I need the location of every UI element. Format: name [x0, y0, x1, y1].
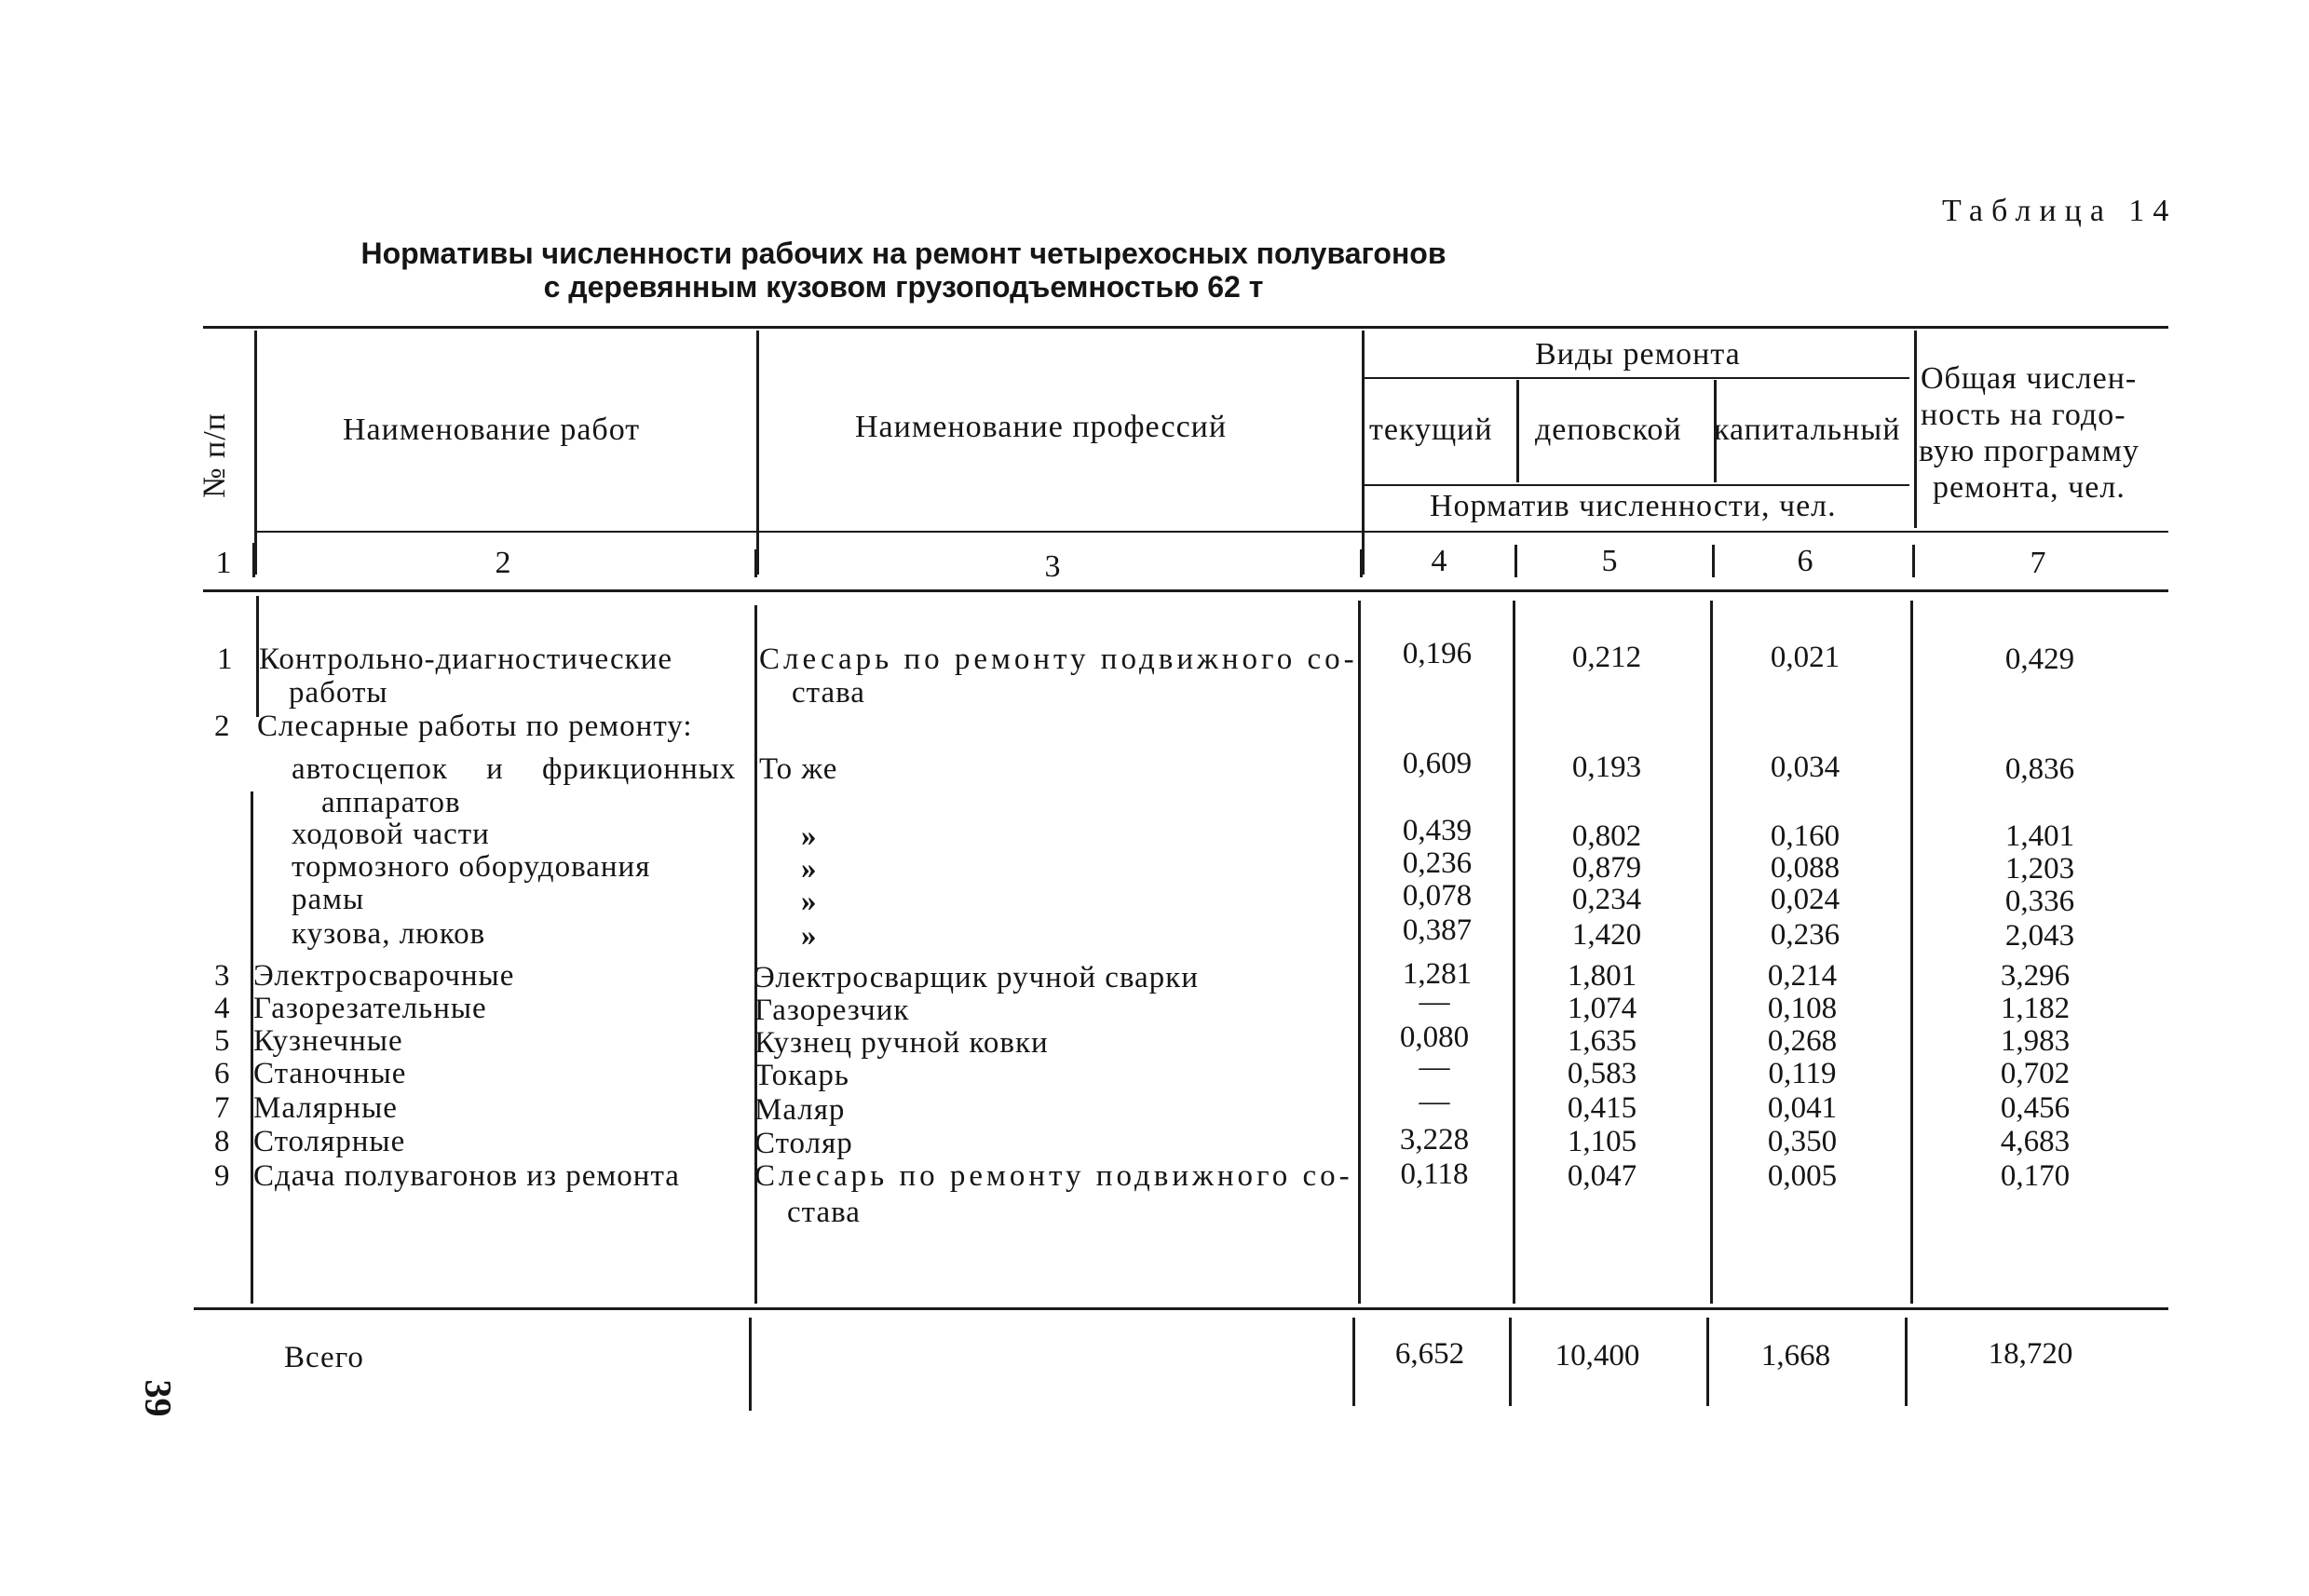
value-depot: 0,415: [1567, 1091, 1637, 1125]
value-capital: 0,088: [1770, 851, 1840, 885]
value-depot: 0,802: [1571, 819, 1642, 853]
value-depot: 0,212: [1571, 641, 1642, 674]
table-title-line2: с деревянным кузовом грузоподъемностью 62 т: [543, 270, 1264, 304]
profession-name: Электросварщик ручной сварки: [754, 961, 1199, 994]
value-current: 0,118: [1400, 1157, 1469, 1191]
column-number: 7: [2030, 546, 2046, 580]
value-capital: 0,024: [1770, 883, 1840, 916]
value-current: 0,236: [1402, 846, 1473, 880]
value-depot: 0,234: [1571, 883, 1642, 916]
value-current: 0,387: [1402, 913, 1473, 947]
ditto-mark: »: [801, 819, 818, 853]
value-total: 1,401: [2004, 819, 2075, 853]
ditto-mark: »: [801, 919, 818, 953]
value-capital: 0,236: [1770, 918, 1840, 952]
header-norm-label: Норматив численности, чел.: [1430, 489, 1837, 523]
work-name: Сдача полувагонов из ремонта: [253, 1159, 680, 1193]
work-name: ходовой части: [292, 818, 490, 851]
total-capital: 1,668: [1760, 1339, 1831, 1373]
value-total: 0,456: [2000, 1091, 2071, 1125]
total-label: Всего: [284, 1341, 364, 1374]
work-name: Слесарные работы по ремонту:: [257, 710, 693, 743]
value-total: 0,429: [2004, 642, 2075, 676]
header-capital-repair: капитальный: [1714, 413, 1901, 447]
profession-name: Токарь: [754, 1059, 849, 1092]
header-depot-repair: деповской: [1535, 413, 1682, 447]
header-current-repair: текущий: [1369, 413, 1493, 447]
value-total: 2,043: [2004, 919, 2075, 953]
header-total-line4: ремонта, чел.: [1933, 470, 2126, 505]
value-capital: 0,268: [1767, 1024, 1838, 1058]
work-name: тормозного оборудования: [292, 850, 651, 884]
header-total-line3: вую программу: [1919, 434, 2140, 468]
profession-name-cont: става: [787, 1196, 861, 1229]
table-title-line1: Нормативы численности рабочих на ремонт четырехосных полувагонов: [360, 237, 1447, 270]
row-number: 8: [214, 1125, 231, 1158]
value-total: 0,170: [2000, 1159, 2071, 1193]
column-number: 6: [1797, 544, 1813, 578]
work-name: автосцепок и фрикционных: [292, 752, 737, 786]
row-number: 9: [214, 1159, 231, 1193]
work-name: Газорезательные: [253, 992, 487, 1025]
total-current: 6,652: [1394, 1337, 1465, 1371]
value-total: 0,336: [2004, 885, 2075, 918]
row-number: 7: [214, 1091, 231, 1125]
header-profession-name: Наименование профессий: [855, 410, 1228, 444]
value-current: 0,196: [1402, 637, 1473, 670]
work-name: Малярные: [253, 1091, 398, 1125]
row-number: 2: [214, 710, 231, 743]
row-number: 6: [214, 1057, 231, 1090]
row-number: 5: [214, 1024, 231, 1058]
value-current: 0,439: [1402, 814, 1473, 847]
value-current: 0,609: [1402, 747, 1473, 780]
value-capital: 0,034: [1770, 751, 1840, 784]
work-name: Кузнечные: [253, 1024, 403, 1058]
value-depot: 1,635: [1567, 1024, 1637, 1058]
ditto-mark: »: [801, 885, 818, 918]
value-capital: 0,005: [1767, 1159, 1838, 1193]
row-number: 1: [217, 642, 234, 676]
profession-name: То же: [759, 752, 838, 786]
total-sum: 18,720: [1988, 1337, 2073, 1371]
profession-name: Газорезчик: [754, 994, 910, 1027]
value-current: 3,228: [1399, 1123, 1470, 1156]
value-capital: 0,041: [1767, 1091, 1838, 1125]
value-capital: 0,119: [1768, 1057, 1837, 1090]
value-current: —: [1419, 1085, 1450, 1118]
table-label: Таблица 14: [1942, 194, 2178, 228]
header-total-line2: ность на годо-: [1921, 398, 2126, 432]
value-total: 1,203: [2004, 852, 2075, 886]
row-number: 4: [214, 992, 231, 1025]
value-depot: 0,193: [1571, 751, 1642, 784]
value-total: 3,296: [2000, 959, 2071, 993]
ditto-mark: »: [801, 852, 818, 886]
value-depot: 1,105: [1567, 1125, 1637, 1158]
row-number: 3: [214, 959, 231, 993]
work-name-cont: работы: [289, 676, 388, 710]
work-name: Станочные: [253, 1057, 407, 1090]
value-capital: 0,108: [1767, 992, 1838, 1025]
column-number: 4: [1431, 544, 1447, 578]
value-total: 0,702: [2000, 1057, 2071, 1090]
column-number: 5: [1601, 544, 1618, 578]
work-name: рамы: [292, 883, 365, 916]
profession-name: Кузнец ручной ковки: [754, 1026, 1049, 1060]
value-current: —: [1419, 985, 1450, 1019]
value-total: 0,836: [2004, 752, 2075, 786]
work-name: кузова, люков: [292, 917, 486, 951]
value-total: 4,683: [2000, 1125, 2071, 1158]
value-total: 1,983: [2000, 1024, 2071, 1058]
value-depot: 1,074: [1567, 992, 1637, 1025]
column-number: 3: [1044, 549, 1061, 584]
column-number: 1: [215, 546, 232, 580]
profession-name: Слесарь по ремонту подвижного со-: [759, 642, 1358, 676]
value-depot: 0,583: [1567, 1057, 1637, 1090]
profession-name: Маляр: [754, 1093, 846, 1127]
value-capital: 0,214: [1767, 959, 1838, 993]
work-name: Контрольно-диагностические: [259, 642, 672, 676]
value-depot: 0,047: [1567, 1159, 1637, 1193]
header-row-number: № п/п: [197, 413, 232, 498]
profession-name: Столяр: [754, 1127, 853, 1160]
value-total: 1,182: [2000, 992, 2071, 1025]
value-capital: 0,350: [1767, 1125, 1838, 1158]
header-repair-types: Виды ремонта: [1535, 337, 1741, 372]
header-work-name: Наименование работ: [343, 413, 641, 447]
profession-name: Слесарь по ремонту подвижного со-: [754, 1159, 1353, 1193]
work-name: Столярные: [253, 1125, 406, 1158]
profession-name-cont: става: [792, 676, 865, 710]
column-number: 2: [495, 546, 511, 580]
value-current: 1,281: [1402, 957, 1473, 991]
value-capital: 0,021: [1770, 641, 1840, 674]
value-current: —: [1419, 1050, 1450, 1084]
value-current: 0,080: [1399, 1021, 1470, 1054]
value-depot: 0,879: [1571, 851, 1642, 885]
work-name: Электросварочные: [253, 959, 515, 993]
value-current: 0,078: [1402, 879, 1473, 913]
page-number: 39: [137, 1379, 180, 1417]
header-total-line1: Общая числен-: [1921, 361, 2138, 396]
work-name-cont: аппаратов: [321, 786, 461, 819]
value-depot: 1,420: [1571, 918, 1642, 952]
value-depot: 1,801: [1567, 959, 1637, 993]
total-depot: 10,400: [1555, 1339, 1640, 1373]
value-capital: 0,160: [1770, 819, 1840, 853]
